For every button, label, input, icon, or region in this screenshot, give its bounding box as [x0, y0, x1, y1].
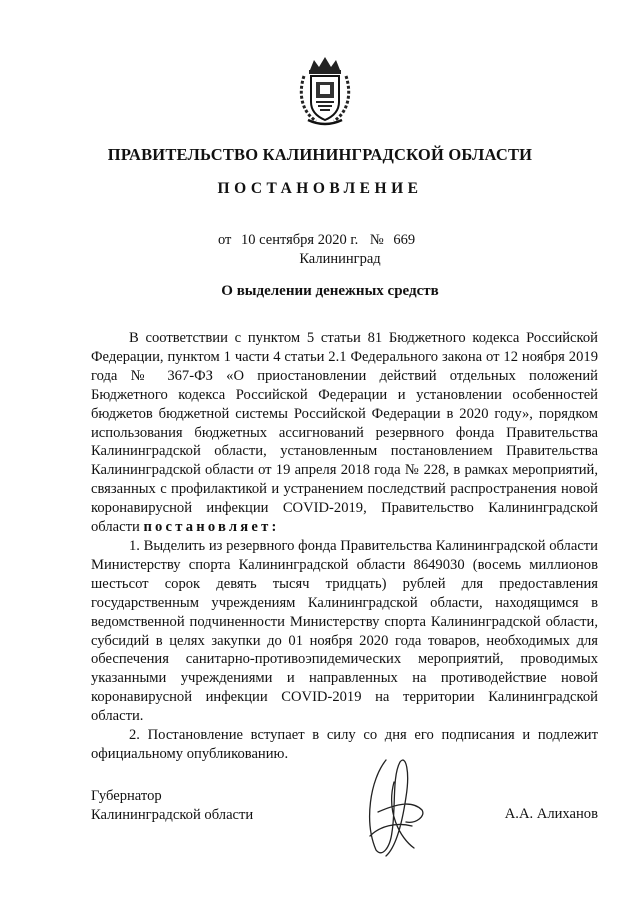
- date-line: [218, 232, 415, 249]
- document-title: О выделении денежных средств: [221, 283, 439, 299]
- government-name: ПРАВИТЕЛЬСТВО КАЛИНИНГРАДСКОЙ ОБЛАСТИ: [107, 145, 533, 164]
- resolves-word: постановляет:: [143, 519, 280, 536]
- coat-of-arms-icon: [296, 54, 354, 126]
- document-date: 10 сентября 2020 г.: [241, 232, 359, 248]
- document-type: ПОСТАНОВЛЕНИЕ: [217, 180, 423, 197]
- signatory-name: А.А. Алиханов: [504, 806, 598, 822]
- item-1-paragraph: 1. Выделить из резервного фонда Правительства Калининградской области Министерству спорта Калининградской области 8649030 (восемь миллионов шестьсот сорок девять тысяч тридцать) рублей для предоставления государственным учреждениям Калининградской области, находящимся в ведомственной подчиненности Министерству спорта Калининградской области, субсидий в целях закупки до 01 ноября 2020 года товаров, необходимых для обеспечения санитарно-противоэпидемических мероприятий, проводимых указанными учреждениями и направленных на противодействие новой коронавирусной инфекции COVID-2019 на территории Калининградской области.: [91, 537, 598, 725]
- date-prefix: от: [218, 232, 232, 248]
- signatory-title: [91, 787, 253, 825]
- number-label: №: [369, 232, 384, 248]
- city: Калининград: [299, 251, 381, 267]
- item-2-paragraph: 2. Постановление вступает в силу со дня его подписания и подлежит официальному опубликованию.: [91, 727, 598, 762]
- preamble-paragraph: [91, 329, 598, 537]
- signatory-title-line2: Калининградской области: [91, 807, 254, 823]
- signatory-title-line1: Губернатор: [91, 788, 162, 804]
- document-body: [91, 329, 598, 764]
- preamble-text: В соответствии с пунктом 5 статьи 81 Бюджетного кодекса Российской Федерации, пунктом 1 части 4 статьи 2.1 Федерального закона от 12 ноября 2019 года № 367-ФЗ «О приостановлении действий отдельных положений Бюджетного кодекса Российской Федерации и установлении особенностей бюджетов бюджетной системы Российской Федерации в 2020 году», порядком использования бюджетных ассигнований резервного фонда Правительства Калининградской области, установленным постановлением Правительства Калининградской области от 19 апреля 2018 года № 228, в рамках мероприятий, связанных с профилактикой и устранением последствий распространения новой коронавирусной инфекции COVID-2019, Правительство Калининградской области: [91, 330, 598, 536]
- document-number: 669: [393, 232, 416, 248]
- handwritten-signature-icon: [356, 752, 430, 862]
